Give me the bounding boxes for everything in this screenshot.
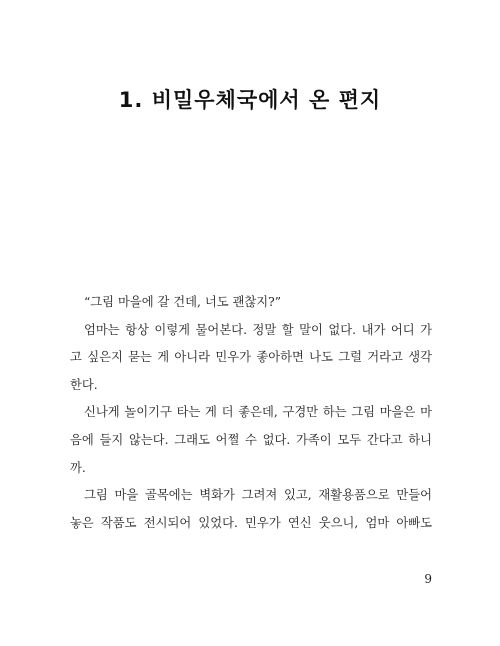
paragraph-3-line-1: 신나게 놀이기구 타는 게 더 좋은데, 구경만 하는 그림 마을은 마: [84, 405, 432, 420]
chapter-title: 1. 비밀우체국에서 온 편지: [118, 88, 382, 112]
body-text: [70, 289, 432, 537]
page-number: 9: [424, 572, 432, 586]
paragraph-4-line-1: 그림 마을 골목에는 벽화가 그려져 있고, 재활용품으로 만들어: [84, 488, 432, 503]
paragraph-3-line-3: 까.: [70, 460, 86, 475]
paragraph-2-line-2: 고 싶은지 묻는 게 아니라 민우가 좋아하면 나도 그럴 거라고 생각: [70, 350, 432, 365]
paragraph-2-line-3: 한다.: [70, 377, 98, 392]
paragraph-2-line-1: 엄마는 항상 이렇게 물어본다. 정말 할 말이 없다. 내가 어디 가: [84, 322, 432, 337]
paragraph-4-line-2: 놓은 작품도 전시되어 있었다. 민우가 연신 웃으니, 엄마 아빠도: [70, 515, 432, 530]
paragraph-3-line-2: 음에 들지 않는다. 그래도 어쩔 수 없다. 가족이 모두 간다고 하니: [70, 432, 432, 447]
paragraph-1-line-1: “그림 마을에 갈 건데, 너도 괜찮지?”: [84, 295, 282, 309]
